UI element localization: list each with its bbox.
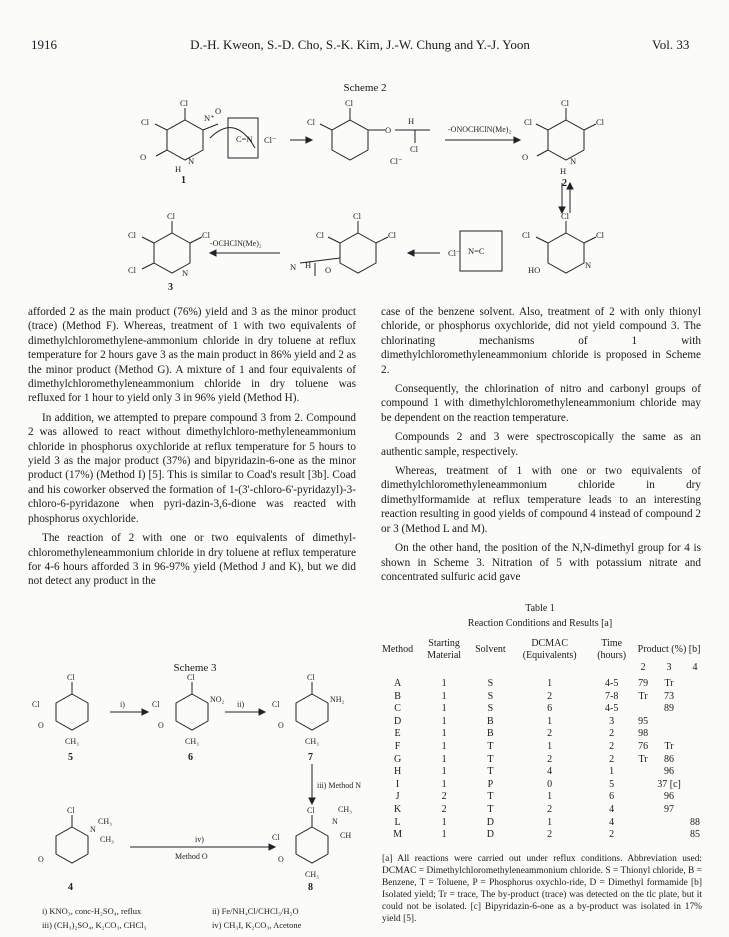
- table-cell: 1: [441, 778, 447, 790]
- table-row: [378, 754, 704, 767]
- left-paragraph-1: afforded 2 as the main product (76%) yield and 3 as the minor product (trace) (Method F). Whereas, treatment of 1 with two equivalents of dimethylchloromethylene-ammonium chloride in dry toluene at reflux temperature for 2 hours gave 3 as the main product in 86% yield and 2 as the minor product (Method G). A mixture of 1 and four equivalents of dimethylchloromethyleneammonium chloride in dry toluene was refluxed for 1 hour to yield only 3 in 96% yield (Method H).: [28, 306, 356, 405]
- table-cell: [686, 804, 705, 817]
- table-cell: B: [487, 715, 494, 727]
- table-cell: 86: [664, 753, 675, 765]
- table-cell: 1: [547, 678, 553, 689]
- table-cell: J: [395, 791, 400, 803]
- svg-text:Cl: Cl: [32, 700, 40, 709]
- table-cell: [634, 766, 653, 779]
- svg-text:Cl: Cl: [202, 230, 211, 240]
- arrow-label-iii: iii) Method N: [317, 781, 361, 790]
- table-row: [378, 728, 704, 741]
- table-cell: S: [487, 703, 494, 715]
- svg-text:Cl: Cl: [187, 673, 195, 682]
- table-cell: C: [394, 703, 401, 715]
- svg-text:H: H: [305, 260, 312, 270]
- header-product: Product (%) [b]: [637, 644, 701, 655]
- header-product-3: 3: [666, 662, 672, 673]
- header-method: Method: [382, 644, 414, 655]
- table-cell: [653, 817, 686, 830]
- condition-ii: ii) Fe/NH₄Cl/CHCl₃/H₂O: [212, 906, 299, 916]
- table-cell: [686, 791, 705, 804]
- table-cell: [686, 691, 705, 704]
- table-cell: [686, 779, 705, 792]
- table-cell: 2: [547, 829, 553, 841]
- header-time: Time (hours): [597, 638, 627, 661]
- table-cell: 1: [441, 690, 447, 702]
- table-cell: 2: [609, 829, 615, 841]
- arrow-label-i: i): [120, 700, 125, 709]
- table-cell: 1: [547, 740, 553, 752]
- svg-text:CH₃: CH₃: [100, 835, 114, 844]
- svg-text:CH₃: CH₃: [305, 870, 319, 879]
- scheme2-label-2: 2: [562, 178, 567, 189]
- table-row: [378, 691, 704, 704]
- svg-text:N: N: [332, 817, 338, 826]
- header-dcmac: DCMAC (Equivalents): [522, 638, 577, 661]
- scheme3-label-6: 6: [188, 752, 193, 763]
- svg-text:H: H: [560, 166, 567, 176]
- svg-text:Cl: Cl: [596, 230, 605, 240]
- svg-text:N⁺: N⁺: [204, 113, 215, 123]
- svg-text:Cl: Cl: [596, 117, 605, 127]
- svg-text:Cl: Cl: [272, 700, 280, 709]
- table-cell: 1: [609, 766, 615, 778]
- table-cell: 1: [441, 753, 447, 765]
- table-row: [378, 791, 704, 804]
- table-cell: S: [487, 678, 494, 689]
- right-paragraph-2: Consequently, the chlorination of nitro and carbonyl groups of compound 1 with dimethylchloromethyleneammonium chloride may be dependent on the reaction temperature.: [381, 383, 701, 424]
- table-cell: 2: [609, 740, 615, 752]
- table-cell: 2: [609, 753, 615, 765]
- scheme3-title: Scheme 3: [173, 662, 217, 674]
- compound-7-structure: [296, 694, 328, 730]
- svg-text:O: O: [278, 721, 284, 730]
- svg-text:O: O: [140, 152, 147, 162]
- svg-text:Cl⁻: Cl⁻: [448, 248, 461, 258]
- table-cell: 1: [441, 740, 447, 752]
- svg-text:Cl: Cl: [522, 230, 531, 240]
- table-cell: 0: [547, 778, 553, 790]
- scheme3-label-4: 4: [68, 882, 73, 893]
- table-row: [378, 829, 704, 842]
- condition-iii: iii) (CH₃)₂SO₄, K₂CO₃, CHCl₃: [42, 920, 147, 930]
- table-cell: [653, 716, 686, 729]
- svg-text:Cl: Cl: [128, 230, 137, 240]
- volume-label: Vol. 33: [652, 37, 690, 52]
- table-cell: 4: [609, 816, 615, 828]
- table-cell: 1: [547, 816, 553, 828]
- table-cell: B: [487, 728, 494, 740]
- header-product-2: 2: [640, 662, 646, 673]
- left-column-text: [28, 305, 356, 594]
- svg-text:O: O: [325, 265, 332, 275]
- results-table: [378, 638, 704, 842]
- scheme2-figure: [0, 98, 729, 298]
- svg-text:Cl: Cl: [307, 673, 315, 682]
- left-paragraph-2: In addition, we attempted to prepare compound 3 from 2. Compound 2 was allowed to react without dimethylchloro-methyleneammonium chloride in phosphorus oxychloride at reflux temperature for 5 hours to yield 3 as the major product (37%) and bipyridazin-6-one as the minor product (17%) (Method I) [5]. This is similar to Coad's result [3b]. Coad and his coworker observed the formation of 1-(3'-chloro-6'-pyridazyl)-3-chloro-6-pyridazone when pyri-dazin-3,6-dione was reacted with phosphorus oxychloride.: [28, 411, 356, 525]
- svg-text:O: O: [158, 721, 164, 730]
- table-cell: 73: [664, 690, 675, 702]
- svg-text:Cl: Cl: [67, 806, 75, 815]
- table-cell: 4: [547, 766, 553, 778]
- table-cell: 1: [547, 791, 553, 803]
- table-cell: 1: [441, 678, 447, 689]
- table-cell: 7-8: [605, 690, 619, 702]
- svg-text:HO: HO: [528, 265, 541, 275]
- svg-text:Cl: Cl: [345, 98, 354, 108]
- svg-text:O: O: [215, 106, 222, 116]
- table-cell: G: [393, 753, 402, 765]
- table-cell: 1: [441, 703, 447, 715]
- table-cell: 3: [609, 715, 615, 727]
- table-cell: 37 [c]: [657, 778, 681, 790]
- table-cell: D: [393, 715, 402, 727]
- right-column-text: [381, 305, 701, 589]
- compound-8-structure: [296, 827, 328, 863]
- table-cell: 2: [547, 753, 553, 765]
- table-cell: B: [394, 690, 401, 702]
- table-cell: [653, 829, 686, 842]
- right-paragraph-4: Whereas, treatment of 1 with one or two equivalents of dimethylchloromethyleneammonium chloride in dry dimethylformamide at reflux temperature leads to an interesting reaction resulting in good yields of compound 4 instead of compound 2 or 3 (Method L and M).: [381, 465, 701, 535]
- table-header-row: [378, 638, 704, 662]
- table-cell: D: [486, 816, 494, 828]
- table-cell: [634, 779, 653, 792]
- table-cell: T: [487, 740, 494, 752]
- table-cell: Tr: [638, 690, 648, 702]
- svg-text:NH₂: NH₂: [330, 695, 345, 704]
- table-cell: D: [486, 829, 494, 841]
- table-cell: H: [393, 766, 402, 778]
- table-cell: T: [487, 803, 494, 815]
- table-row: [378, 741, 704, 754]
- table-cell: [686, 703, 705, 716]
- table-cell: 96: [664, 766, 675, 778]
- table-cell: [634, 703, 653, 716]
- scheme3-figure: [20, 672, 365, 897]
- table-cell: 79: [638, 678, 649, 689]
- table-cell: [634, 817, 653, 830]
- svg-text:CH₃: CH₃: [305, 737, 319, 746]
- scheme3-label-8: 8: [308, 882, 313, 893]
- right-paragraph-1: case of the benzene solvent. Also, treatment of 2 with only thionyl chloride, or phosphorus oxychloride, did not yield compound 3. The chlorinating mechanisms of 1 with dimethylchloromethyleneammonium chloride is proposed in Scheme 2.: [381, 306, 701, 376]
- table-cell: [686, 741, 705, 754]
- page-number: 1916: [31, 37, 57, 52]
- compound-2-structure: [536, 108, 596, 160]
- table-cell: L: [394, 816, 401, 828]
- table-cell: F: [394, 740, 401, 752]
- table-cell: T: [487, 766, 494, 778]
- svg-text:Cl: Cl: [152, 700, 160, 709]
- svg-text:O: O: [385, 125, 392, 135]
- svg-text:Cl⁻: Cl⁻: [390, 156, 403, 166]
- table-cell: Tr: [664, 678, 674, 689]
- table-cell: 4-5: [605, 678, 619, 689]
- svg-text:CH₃: CH₃: [185, 737, 199, 746]
- table-cell: 2: [441, 791, 447, 803]
- table-cell: 98: [638, 728, 649, 740]
- table-cell: [686, 766, 705, 779]
- table-cell: 4: [609, 803, 615, 815]
- header-starting-material: Starting Material: [427, 638, 462, 661]
- table-cell: 85: [690, 829, 700, 841]
- svg-text:O: O: [38, 855, 44, 864]
- table-row: [378, 804, 704, 817]
- svg-text:Cl: Cl: [272, 833, 280, 842]
- table-cell: 96: [664, 791, 675, 803]
- compound-5-structure: [56, 694, 88, 730]
- table-cell: K: [393, 803, 402, 815]
- svg-text:H: H: [175, 164, 182, 174]
- table-cell: M: [393, 829, 402, 841]
- condition-i: i) KNO₃, conc-H₂SO₄, reflux: [42, 906, 142, 916]
- left-paragraph-3: The reaction of 2 with one or two equivalents of dimethyl-chloromethyleneammonium chloride in dry toluene at reflux temperature for 4-6 hours afforded 3 in 96-97% yield (Method J and K), but we did not detect any product in the: [28, 532, 356, 588]
- svg-text:N: N: [188, 156, 195, 166]
- table-cell: [686, 728, 705, 741]
- scheme2-reagent-top: -ONOCHClN(Me)₂: [448, 125, 512, 134]
- compound-4-structure: [56, 827, 88, 863]
- svg-text:Cl: Cl: [167, 211, 176, 221]
- svg-text:Cl: Cl: [316, 230, 325, 240]
- table-cell: 1: [441, 766, 447, 778]
- svg-text:CH: CH: [340, 831, 352, 840]
- scheme2-label-3: 3: [168, 282, 173, 293]
- table-cell: T: [487, 753, 494, 765]
- table-cell: 1: [441, 728, 447, 740]
- scheme2-reagent-bottom: -OCHClN(Me)₂: [210, 239, 262, 248]
- compound-6-structure: [176, 694, 208, 730]
- header-product-4: 4: [692, 662, 698, 673]
- arrow-label-method-o: Method O: [175, 852, 208, 861]
- table-cell: [634, 829, 653, 842]
- svg-text:N: N: [570, 156, 577, 166]
- svg-text:CH₃: CH₃: [98, 817, 112, 826]
- table-cell: 2: [547, 690, 553, 702]
- table-row: [378, 817, 704, 830]
- table-cell: E: [394, 728, 401, 740]
- table-cell: [686, 716, 705, 729]
- scheme2-title: Scheme 2: [343, 82, 387, 94]
- table-row: [378, 766, 704, 779]
- table-cell: [686, 754, 705, 767]
- svg-text:N: N: [585, 260, 592, 270]
- svg-text:Cl: Cl: [410, 144, 419, 154]
- table-cell: I: [395, 778, 400, 790]
- svg-text:H: H: [408, 116, 415, 126]
- table-cell: 97: [664, 803, 675, 815]
- svg-text:N=C: N=C: [468, 246, 485, 256]
- table-cell: P: [487, 778, 494, 790]
- table-subtitle: Reaction Conditions and Results [a]: [467, 618, 613, 629]
- table-title: Table 1: [525, 603, 555, 614]
- right-paragraph-5: On the other hand, the position of the N,N-dimethyl group for 4 is shown in Scheme 3. Nitration of 5 with potassium nitrate and concentrated sulfuric acid gave: [381, 542, 701, 583]
- table-cell: [634, 791, 653, 804]
- arrow-label-ii: ii): [237, 700, 245, 709]
- svg-text:O: O: [278, 855, 284, 864]
- svg-text:Cl: Cl: [353, 211, 362, 221]
- right-paragraph-3: Compounds 2 and 3 were spectroscopically the same as an authentic sample, respectively.: [381, 431, 701, 458]
- table-row: [378, 678, 704, 691]
- svg-text:CH₃: CH₃: [338, 805, 352, 814]
- table-cell: [686, 678, 705, 691]
- scheme3-label-5: 5: [68, 752, 73, 763]
- svg-text:Cl: Cl: [388, 230, 397, 240]
- arrow-label-iv: iv): [195, 835, 204, 844]
- svg-text:Cl: Cl: [307, 117, 316, 127]
- svg-text:Cl: Cl: [128, 265, 137, 275]
- table-cell: 4-5: [605, 703, 619, 715]
- table-cell: 2: [609, 728, 615, 740]
- table-cell: Tr: [664, 740, 674, 752]
- scheme2-label-1: 1: [181, 175, 186, 186]
- svg-text:N: N: [182, 268, 189, 278]
- svg-text:Cl: Cl: [524, 117, 533, 127]
- table-cell: 1: [441, 715, 447, 727]
- table-cell: 2: [547, 728, 553, 740]
- table-cell: 1: [441, 816, 447, 828]
- header-solvent: Solvent: [475, 644, 506, 655]
- table-cell: A: [393, 678, 402, 689]
- svg-text:O: O: [38, 721, 44, 730]
- table-cell: 1: [441, 829, 447, 841]
- svg-text:C=N: C=N: [236, 134, 253, 144]
- intermediate-c-structure: [300, 221, 388, 276]
- table-cell: 2: [547, 803, 553, 815]
- svg-text:NO₂: NO₂: [210, 695, 225, 704]
- table-cell: [653, 728, 686, 741]
- table-cell: 1: [547, 715, 553, 727]
- svg-text:N: N: [90, 825, 96, 834]
- svg-text:Cl: Cl: [561, 98, 570, 108]
- table-row: [378, 779, 704, 792]
- table-subheader-row: [378, 662, 704, 674]
- table-cell: 95: [638, 715, 649, 727]
- table-cell: [634, 804, 653, 817]
- table-cell: 89: [664, 703, 675, 715]
- table-footnote: [a] All reactions were carried out under reflux conditions. Abbreviation used: DCMAC = Dimethylchloromethyleneammonium chloride. S = Thionyl chloride, B = Benzene, T = Toluene, P = Phosphorus oxychlo-ride, D = Dimethyl formamide [b] Isolated yield; Tr = trace, The by-product (trace) was detected on the tlc plate, but it could not be isolated. [c] Bipyridazin-6-one as a by-product was isolated in 17% yield [5].: [382, 854, 702, 924]
- svg-text:Cl: Cl: [67, 673, 75, 682]
- svg-text:CH₃: CH₃: [65, 737, 79, 746]
- scheme3-label-7: 7: [308, 752, 313, 763]
- svg-text:Cl⁻: Cl⁻: [264, 135, 277, 145]
- svg-text:O: O: [522, 152, 529, 162]
- table-row: [378, 703, 704, 716]
- svg-text:Cl: Cl: [180, 98, 189, 108]
- condition-iv: iv) CH₃I, K₂CO₃, Acetone: [212, 920, 302, 930]
- table-cell: 6: [547, 703, 553, 715]
- table-cell: T: [487, 791, 494, 803]
- table-cell: 88: [690, 816, 700, 828]
- table-cell: 2: [441, 803, 447, 815]
- svg-text:Cl: Cl: [307, 806, 315, 815]
- svg-text:Cl: Cl: [561, 211, 570, 221]
- table-cell: 6: [609, 791, 615, 803]
- svg-text:N: N: [290, 262, 297, 272]
- table-cell: Tr: [638, 753, 648, 765]
- table-cell: 76: [638, 740, 649, 752]
- svg-text:Cl: Cl: [141, 117, 150, 127]
- table-cell: S: [487, 690, 494, 702]
- compound-3-structure: [142, 221, 202, 273]
- table-row: [378, 716, 704, 729]
- table-cell: 5: [609, 778, 615, 790]
- running-authors: D.-H. Kweon, S.-D. Cho, S.-K. Kim, J.-W. Chung and Y.-J. Yoon: [190, 37, 530, 52]
